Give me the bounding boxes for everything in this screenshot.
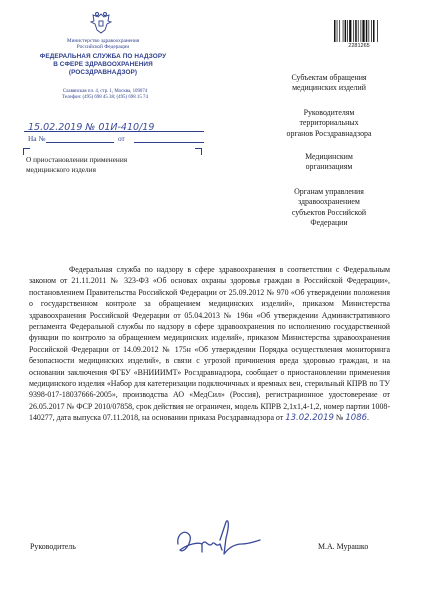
subject-corner-left [23,148,30,155]
reference-number-label: На № [28,134,46,143]
order-number-label: № [335,413,344,423]
barcode-bar [343,20,344,42]
addressee-line: организациям [305,162,353,172]
addressee-block [262,152,396,173]
ministry-line: Министерство здравоохранения [66,38,140,44]
letter-subject [26,155,206,175]
address-line: Славянская пл. 4, стр. 1, Москва, 109074 [62,89,148,94]
barcode-bar [368,20,369,42]
barcode-bar [366,20,368,42]
signatory-role: Руководитель [30,542,76,551]
barcode-bar [377,20,378,42]
subject-line: О приостановлении применения [26,155,128,164]
barcode-bar [362,20,364,42]
body-text: Федеральная служба по надзору в сфере здравоохранения в соответствии с Федеральным законом от 21.11.2011 № 323-ФЗ «Об основах охраны здоровья граждан в Российской Федерации», постановлением Правительства Российской Федерации от 25.09.2012 № 970 «Об утверждении положения о государственном контроле за обращением медицинских изделий», приказом Министерства здравоохранения Российской Федерации от 05.04.2013 № 196н «Об утверждении Административного регламента Федеральной службы по надзору в сфере здравоохранения по исполнению государственной функции по контролю за обращением медицинских изделий», приказом Министерства здравоохранения Российской Федерации от 14.09.2012 № 175н «Об утверждении Порядка осуществления мониторинга безопасности медицинских изделий», в связи с угрозой причинения вреда здоровью граждан, и на основании заключения ФГБУ «ВНИИИМТ» Росздравнадзора, сообщает о приостановлении применения медицинского изделия «Набор для катетеризации подключичных и яремных вен, стерильный КПРВ по ТУ 9398-017-18037666-2005», производства АО «МедСил» (Россия), регистрационное удостоверение от 26.05.2017 № ФСР 2010/07858, срок действия не ограничен, модель КПРВ 2,1х1,4-1,2, номер партии 1008-140277, дата выпуска 07.11.2018, на основании приказа Росздравнадзора от [29,265,390,423]
addressee-line: органов Росздравнадзора [286,128,372,138]
barcode-bar [353,20,354,42]
service-name [24,53,182,77]
reference-date-label: от [118,134,125,143]
coat-of-arms-emblem [88,10,114,36]
registration-underline [24,131,204,132]
barcode-bar [334,20,336,42]
signatory-name: М.А. Мурашко [318,542,369,551]
barcode-bar [373,20,375,42]
addressee-line: Органам управления [294,187,364,196]
barcode-bar [349,20,351,42]
subject-line: медицинского изделия [26,165,96,174]
ministry-name [28,38,178,50]
barcode-bar [355,20,357,42]
barcode-bar [337,20,338,42]
barcode-number: 2281265 [348,43,370,49]
addressee-line: Руководителям [303,108,355,117]
subject-corner-right [195,148,202,155]
letter-body [29,264,390,425]
addressee-block [262,73,396,94]
body-end: . [367,413,370,423]
service-line: (РОСЗДРАВНАДЗОР) [68,69,138,76]
barcode-bar [371,20,372,42]
addressee-line: здравоохранением [298,197,360,207]
addressee-line: Медицинским [305,152,353,161]
barcode-bar [339,20,340,42]
phone-line: Телефон: (495) 698 45 38; (495) 698 15 74 [62,95,148,101]
addressee-line: Субъектам обращения [291,73,367,82]
addressee-line: субъектов Российской [291,207,367,217]
barcode-bar [345,20,347,42]
barcode-bar [347,20,348,42]
barcode [334,20,384,42]
ministry-line: Российской Федерации [76,44,130,51]
addressee-block [262,108,396,139]
reference-date-blank [134,142,204,143]
service-line: ФЕДЕРАЛЬНАЯ СЛУЖБА ПО НАДЗОРУ [39,53,167,60]
addressee-line: медицинских изделий [292,83,366,93]
addressee-line: территориальных [299,118,359,128]
service-address [30,89,180,102]
addressee-line: Федерации [310,218,348,228]
registration-date-number: 15.02.2019 № 01И-410/19 [28,122,155,133]
barcode-bar [358,20,359,42]
handwritten-signature [168,514,268,566]
service-line: В СФЕРЕ ЗДРАВООХРАНЕНИЯ [53,61,153,68]
handwritten-order-date: 13.02.2019 [285,413,334,424]
handwritten-order-number: 1086 [345,413,368,424]
reference-number-blank [46,142,114,143]
barcode-bar [361,20,362,42]
addressee-block [262,187,396,229]
